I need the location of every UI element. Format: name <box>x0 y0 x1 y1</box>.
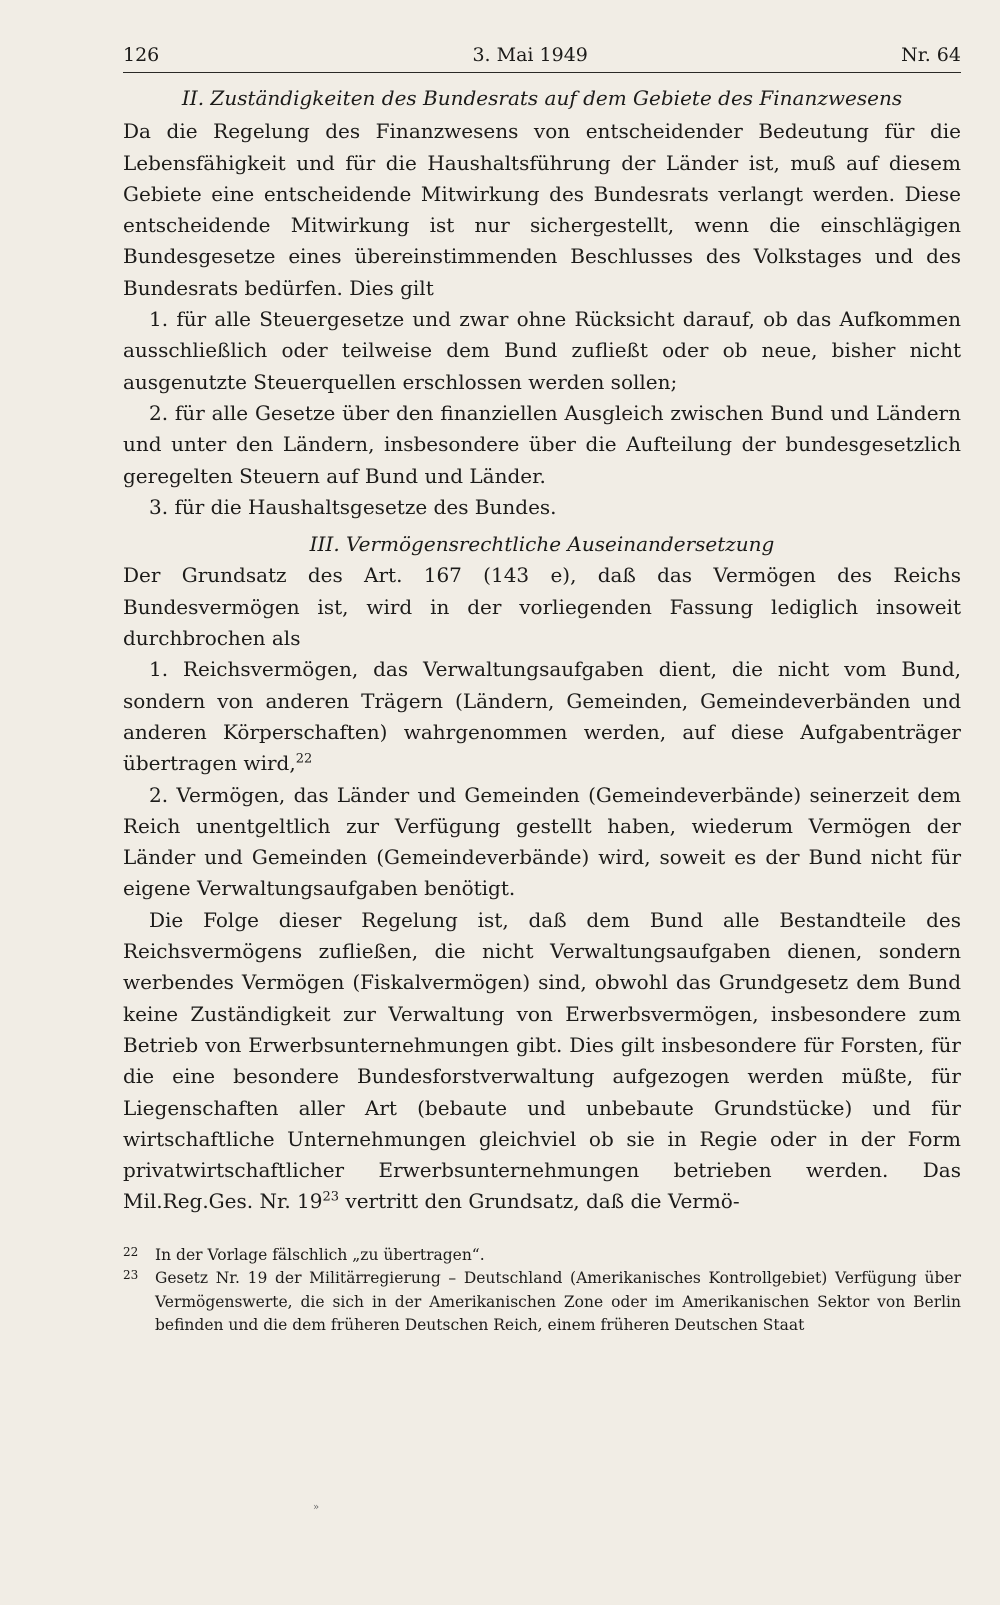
list-item-reich-property-text: 1. Reichsvermögen, das Verwaltungsaufgaben dient, die nicht vom Bund, sondern von anderen Trägern (Ländern, Gemeinden, Gemeindeverbänden und anderen Körperschaften) wahrgenommen werden, auf diese Aufgabenträger übertragen wird, <box>123 657 961 776</box>
list-item-state-property: 2. Vermögen, das Länder und Gemeinden (Gemeindeverbände) seinerzeit dem Reich unentgeltlich zur Verfügung gestellt haben, wiederum Vermögen der Länder und Gemeinden (Gemeindeverbände) wird, soweit es der Bund nicht für eigene Verwaltungsaufgaben benötigt. <box>123 782 961 901</box>
list-item-equalization-laws: 2. für alle Gesetze über den finanziellen Ausgleich zwischen Bund und Ländern und unter den Ländern, insbesondere über die Aufteilung der bundesgesetzlich geregelten Steuern auf Bund und Länder. <box>123 400 961 488</box>
section-heading-property: III. Vermögensrechtliche Auseinandersetzung <box>309 532 775 557</box>
paragraph-property-intro: Der Grundsatz des Art. 167 (143 e), daß das Vermögen des Reichs Bundesvermögen ist, wird in der vorliegenden Fassung lediglich insoweit durchbrochen als <box>123 563 961 651</box>
list-item-budget-laws: 3. für die Haushaltsgesetze des Bundes. <box>149 494 557 519</box>
page-number: 126 <box>123 44 160 66</box>
header-date: 3. Mai 1949 <box>472 44 588 66</box>
running-header <box>123 44 961 73</box>
footnote-ref-22[interactable]: 22 <box>295 751 313 767</box>
paragraph-consequence <box>123 905 961 1218</box>
footnote-23 <box>123 1267 961 1338</box>
document-number: Nr. 64 <box>901 44 961 66</box>
footnote-number: 22 <box>123 1244 139 1259</box>
stray-mark: » <box>313 1502 320 1513</box>
paragraph-consequence-text: Die Folge dieser Regelung ist, daß dem Bund alle Bestandteile des Reichsvermögens zufließen, die nicht Verwaltungsaufgaben dienen, sondern werbendes Vermögen (Fiskalvermögen) sind, obwohl das Grundgesetz dem Bund keine Zuständigkeit zur Verwaltung von Erwerbsvermögen, insbesondere zum Betrieb von Erwerbsunternehmungen gibt. Dies gilt insbesondere für Forsten, für die eine besondere Bundesforstverwaltung aufgezogen werden müßte, für Liegenschaften aller Art (bebaute und unbebaute Grundstücke) und für wirtschaftliche Unternehmungen gleichviel ob sie in Regie oder in der Form privatwirtschaftlicher Erwerbsunternehmungen betrieben werden. Das Mil.Reg.Ges. Nr. 19 <box>123 907 961 1214</box>
footnote-number: 23 <box>123 1268 139 1283</box>
footnote-text: Gesetz Nr. 19 der Militärregierung – Deutschland (Amerikanisches Kontrollgebiet) Verfügung über Vermögenswerte, die sich in der Amerikanischen Zone oder im Amerikanischen Sektor von Berlin befinden und die dem früheren Deutschen Reich, einem früheren Deutschen Staat <box>155 1269 961 1335</box>
footnote-22 <box>123 1244 961 1268</box>
main-text <box>123 83 961 1218</box>
list-item-reich-property <box>123 654 961 779</box>
list-item-tax-laws: 1. für alle Steuergesetze und zwar ohne Rücksicht darauf, ob das Aufkommen ausschließlich oder teilweise dem Bund zufließt oder ob neue, bisher nicht ausgenutzte Steuerquellen erschlossen werden sollen; <box>123 307 961 394</box>
section-heading-finance: II. Zuständigkeiten des Bundesrats auf dem Gebiete des Finanzwesens <box>181 86 903 110</box>
footnote-ref-23[interactable]: 23 <box>322 1189 340 1205</box>
footnote-text: In der Vorlage fälschlich „zu übertragen“. <box>155 1245 485 1264</box>
paragraph-finance-intro: Da die Regelung des Finanzwesens von entscheidender Bedeutung für die Lebensfähigkeit und für die Haushaltsführung der Länder ist, muß auf diesem Gebiete eine entscheidende Mitwirkung des Bundesrats verlangt werden. Diese entscheidende Mitwirkung ist nur sichergestellt, wenn die einschlägigen Bundesgesetze eines übereinstimmenden Beschlusses des Volkstages und des Bundesrats bedürfen. Dies gilt <box>123 119 961 300</box>
paragraph-consequence-continued: vertritt den Grundsatz, daß die Vermö- <box>339 1189 740 1214</box>
footnotes <box>123 1244 961 1338</box>
